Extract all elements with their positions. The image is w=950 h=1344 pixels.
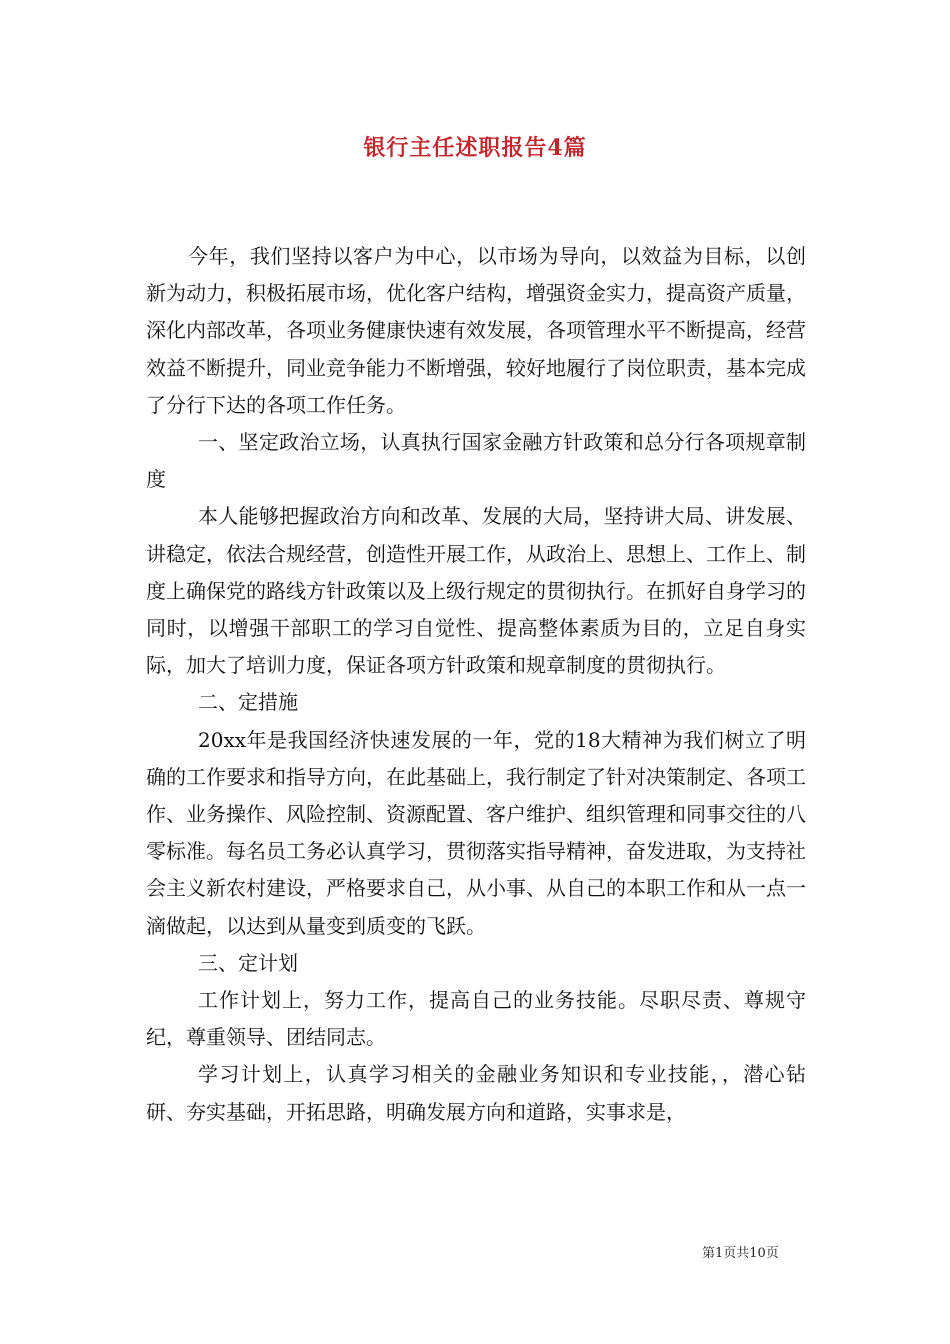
paragraph-section-1: 本人能够把握政治方向和改革、发展的大局，坚持讲大局、讲发展、讲稳定，依法合规经营，创造性开展工作，从政治上、思想上、工作上、制度上确保党的路线方针政策以及上级行规定的贯彻执行。在抓好自身学习的同时，以增强干部职工的学习自觉性、提高整体素质为目的，立足自身实际，加大了培训力度，保证各项方针政策和规章制度的贯彻执行。: [146, 504, 806, 678]
paragraph-section-2: 20xx年是我国经济快速发展的一年，党的18大精神为我们树立了明确的工作要求和指导方向，在此基础上，我行制定了针对决策制定、各项工作、业务操作、风险控制、资源配置、客户维护、组织管理和同事交往的八零标准。每名员工务必认真学习，贯彻落实指导精神，奋发进取，为支持社会主义新农村建设，严格要求自己，从小事、从自己的本职工作和从一点一滴做起，以达到从量变到质变的飞跃。: [146, 727, 806, 938]
page-number: 第1页共10页: [702, 1246, 779, 1261]
section-heading-3: 三、定计划: [198, 950, 298, 975]
document-title: 银行主任述职报告4篇: [363, 135, 587, 161]
section-heading-2: 二、定措施: [198, 690, 298, 715]
paragraph-work-plan: 工作计划上，努力工作，提高自己的业务技能。尽职尽责、尊规守纪，尊重领导、团结同志。: [146, 988, 806, 1050]
document-body: [146, 238, 806, 1131]
paragraph-intro: 今年，我们坚持以客户为中心，以市场为导向，以效益为目标，以创新为动力，积极拓展市场，优化客户结构，增强资金实力，提高资产质量，深化内部改革，各项业务健康快速有效发展，各项管理水平不断提高，经营效益不断提升，同业竞争能力不断增强，较好地履行了岗位职责，基本完成了分行下达的各项工作任务。: [146, 244, 806, 417]
paragraph-study-plan: 学习计划上，认真学习相关的金融业务知识和专业技能，，潜心钻研、夯实基础，开拓思路，明确发展方向和道路，实事求是，: [146, 1062, 806, 1124]
section-heading-1: 一、坚定政治立场，认真执行国家金融方针政策和总分行各项规章制度: [146, 430, 806, 492]
